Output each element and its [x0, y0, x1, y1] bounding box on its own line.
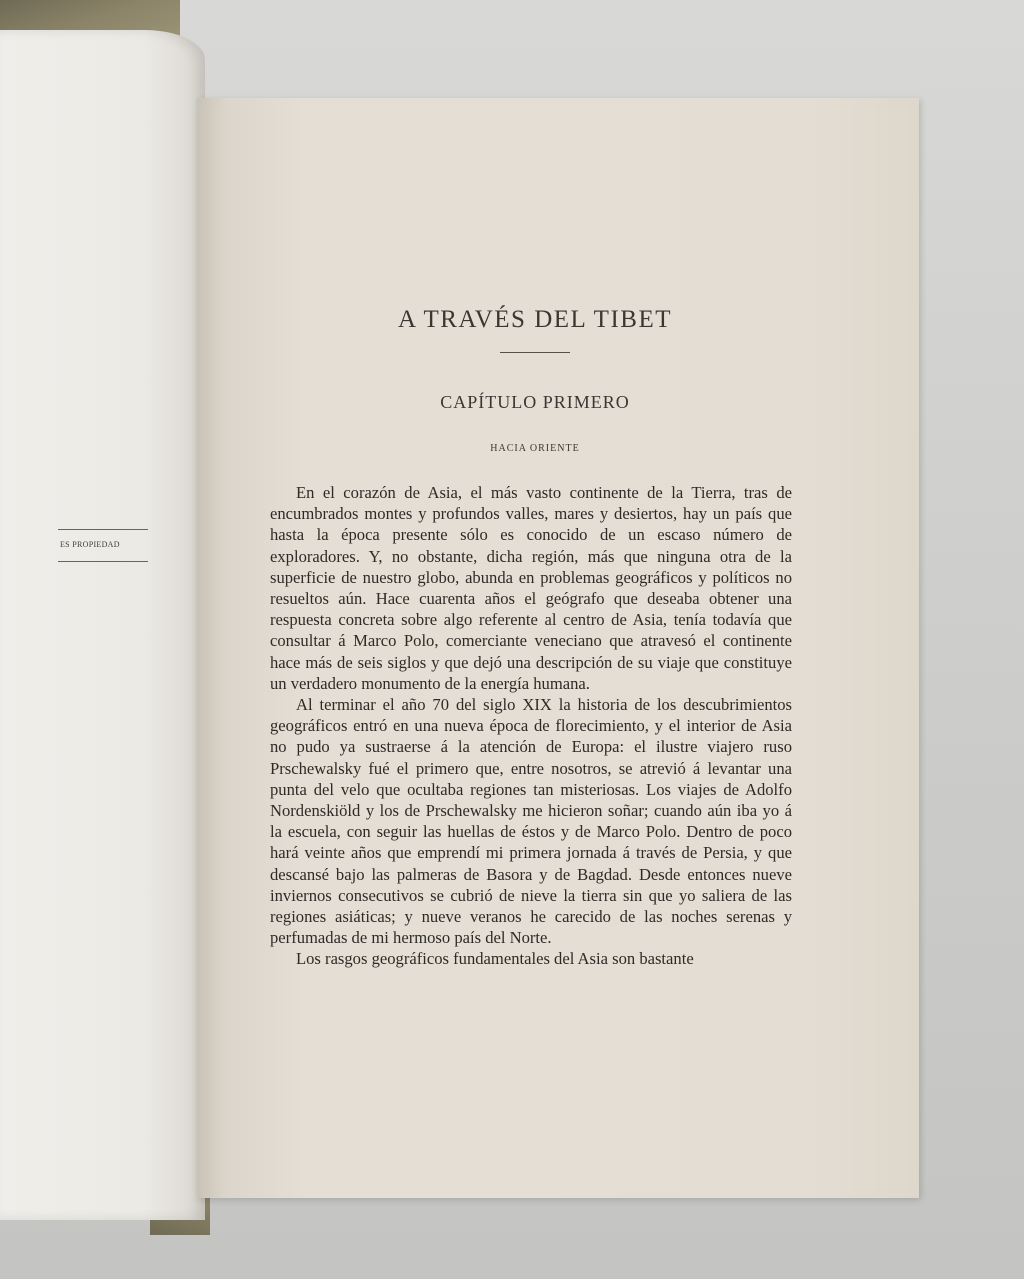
paragraph: Al terminar el año 70 del siglo XIX la historia de los descubrimientos geográficos entró en una nueva época de florecimiento, y el interior de Asia no pudo ya sustraerse á la atención de Europa: el ilustre viajero ruso Prschewalsky fué el primero que, entre nosotros, se atrevió á levantar una punta del velo que ocultaba regiones tan misteriosas. Los viajes de Adolfo Nordenskiöld y los de Prschewalsky me hicieron soñar; cuando aún iba yo á la escuela, con seguir las huellas de éstos y de Marco Polo. Dentro de poco hará veinte años que emprendí mi primera jornada á través de Persia, y que descansé bajo las palmeras de Basora y de Bagdad. Desde entonces nueve inviernos consecutivos se cubrió de nieve la tierra sin que yo saliera de las regiones asiáticas; y nueve veranos he carecido de las noches serenas y perfumadas de mi hermoso país del Norte. [270, 695, 792, 948]
paragraph: En el corazón de Asia, el más vasto continente de la Tierra, tras de encumbrados montes y profundos valles, mares y desiertos, hay un país que hasta la época presente sólo es conocido de un escaso número de exploradores. Y, no obstante, dicha región, más que ninguna otra de la superficie de nuestro globo, abunda en problemas geográficos y políticos no resueltos aún. Hace cuarenta años el geógrafo que deseaba obtener una respuesta concreta sobre algo referente al centro de Asia, tenía todavía que consultar á Marco Polo, comerciante veneciano que atravesó el continente hace más de seis siglos y que dejó una descripción de su viaje que constituye un verdadero monumento de la energía humana. [270, 483, 792, 693]
stamp-rule-top [58, 529, 148, 530]
stamp-rule-bottom [58, 561, 148, 562]
book-title: A TRAVÉS DEL TIBET [397, 306, 672, 333]
body-text [270, 482, 792, 970]
paragraph: Los rasgos geográficos fundamentales del Asia son bastante [296, 949, 694, 969]
title-rule [500, 352, 570, 353]
section-heading: HACIA ORIENTE [490, 443, 580, 454]
left-page [0, 30, 205, 1220]
chapter-heading: CAPÍTULO PRIMERO [440, 392, 630, 412]
property-stamp: ES PROPIEDAD [60, 540, 120, 549]
